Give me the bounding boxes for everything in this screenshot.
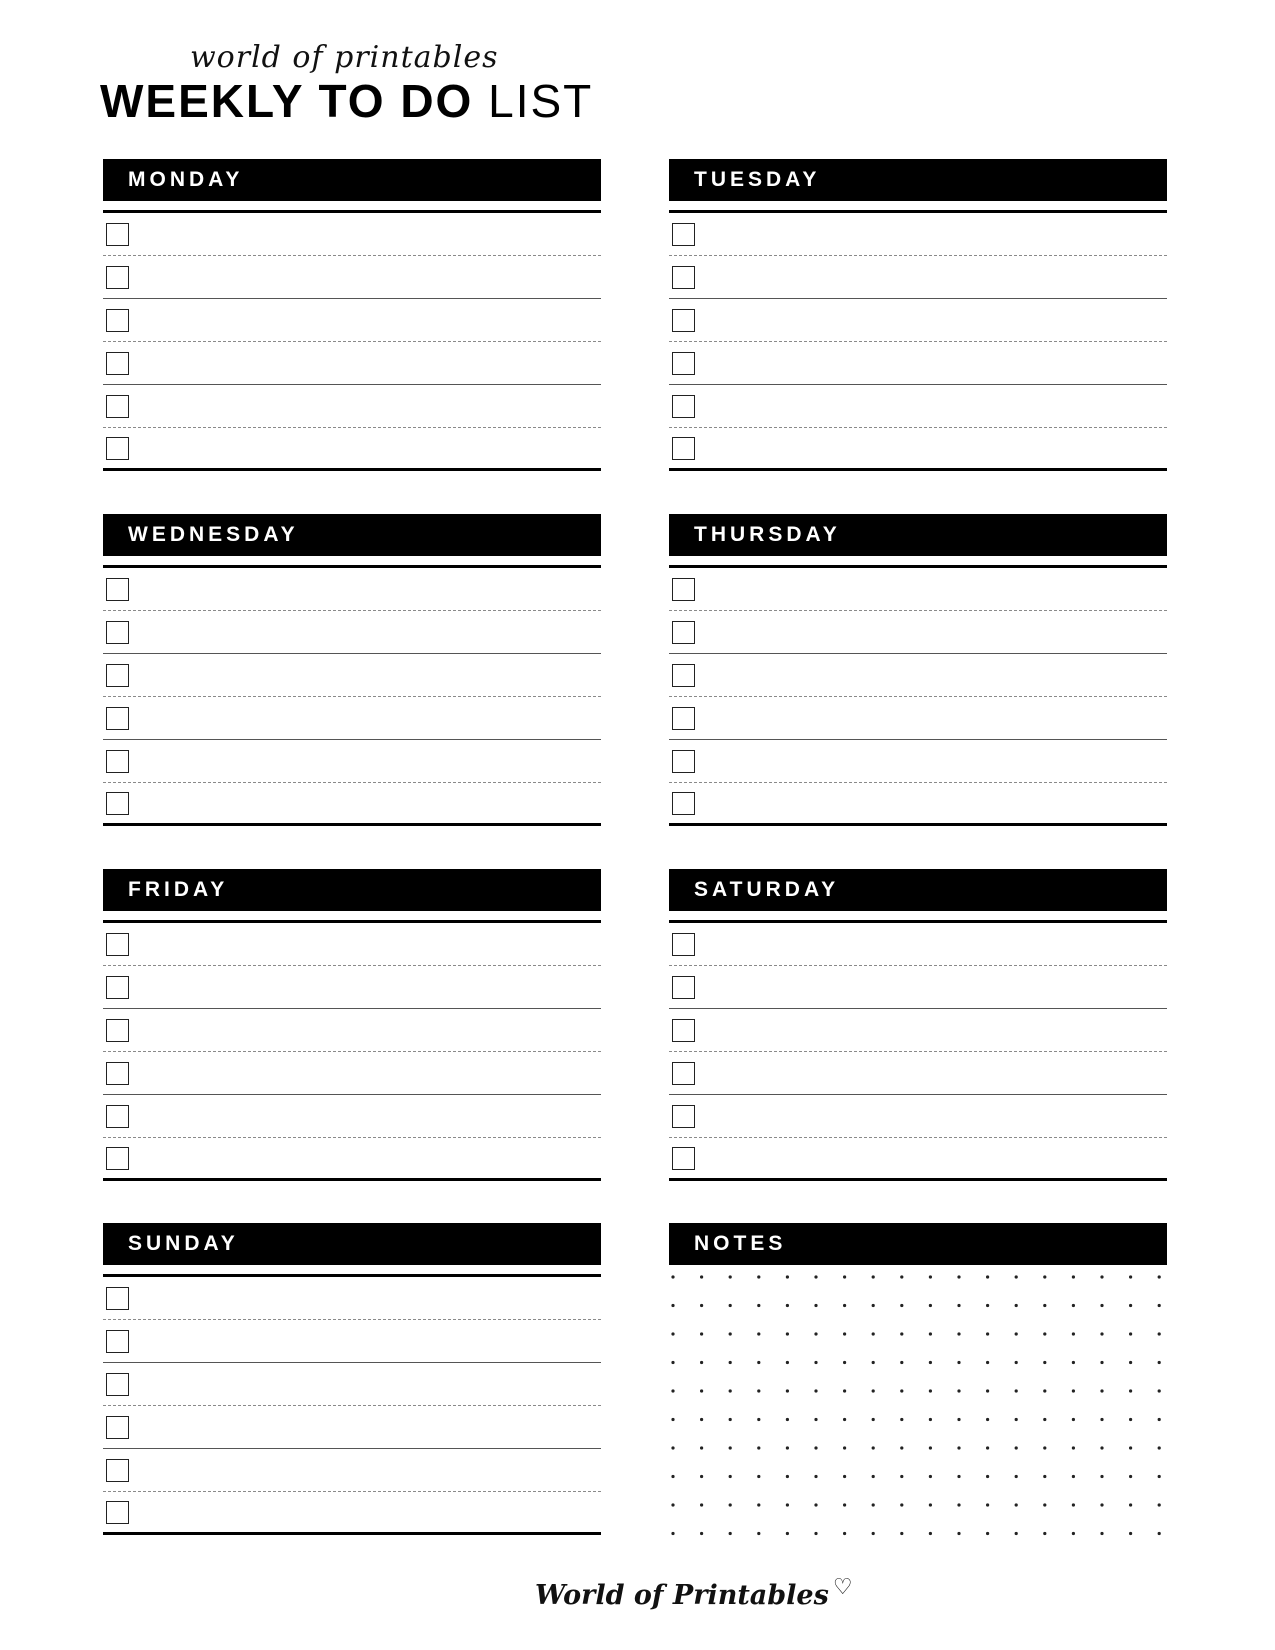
grid-dot bbox=[1015, 1446, 1018, 1449]
grid-dot bbox=[1072, 1361, 1075, 1364]
task-checkbox[interactable] bbox=[106, 1501, 129, 1524]
grid-dot bbox=[1015, 1361, 1018, 1364]
grid-dot bbox=[814, 1503, 817, 1506]
grid-dot bbox=[929, 1361, 932, 1364]
task-list bbox=[103, 1277, 601, 1535]
task-checkbox[interactable] bbox=[106, 1459, 129, 1482]
grid-dot bbox=[1043, 1446, 1046, 1449]
grid-dot bbox=[929, 1275, 932, 1278]
grid-dot bbox=[900, 1332, 903, 1335]
task-row[interactable] bbox=[669, 654, 1167, 697]
day-section-wednesday bbox=[103, 514, 601, 826]
task-checkbox[interactable] bbox=[106, 1019, 129, 1042]
task-row[interactable] bbox=[103, 1363, 601, 1406]
grid-dot bbox=[1100, 1361, 1103, 1364]
grid-dot bbox=[671, 1389, 674, 1392]
footer-brand bbox=[535, 1575, 853, 1611]
task-checkbox[interactable] bbox=[106, 1105, 129, 1128]
task-row[interactable] bbox=[669, 783, 1167, 826]
grid-dot bbox=[1072, 1503, 1075, 1506]
grid-dot bbox=[843, 1275, 846, 1278]
grid-dot bbox=[786, 1418, 789, 1421]
grid-dot bbox=[671, 1275, 674, 1278]
day-header-thursday: THURSDAY bbox=[669, 514, 1167, 556]
grid-dot bbox=[872, 1389, 875, 1392]
grid-dot bbox=[814, 1361, 817, 1364]
grid-dot bbox=[843, 1532, 846, 1535]
task-checkbox[interactable] bbox=[106, 266, 129, 289]
grid-dot bbox=[1043, 1275, 1046, 1278]
grid-dot bbox=[957, 1332, 960, 1335]
grid-dot bbox=[957, 1361, 960, 1364]
task-row[interactable] bbox=[669, 213, 1167, 256]
grid-dot bbox=[929, 1389, 932, 1392]
grid-dot bbox=[957, 1503, 960, 1506]
grid-dot bbox=[1043, 1361, 1046, 1364]
grid-dot bbox=[900, 1304, 903, 1307]
footer-brand-text: World of Printables bbox=[535, 1580, 829, 1611]
grid-dot bbox=[900, 1446, 903, 1449]
task-checkbox[interactable] bbox=[672, 976, 695, 999]
grid-dot bbox=[1129, 1389, 1132, 1392]
grid-dot bbox=[872, 1446, 875, 1449]
task-list bbox=[669, 568, 1167, 826]
task-row[interactable] bbox=[103, 385, 601, 428]
grid-dot bbox=[843, 1361, 846, 1364]
grid-dot bbox=[929, 1503, 932, 1506]
grid-dot bbox=[1100, 1503, 1103, 1506]
grid-dot bbox=[1072, 1532, 1075, 1535]
grid-dot bbox=[900, 1503, 903, 1506]
grid-dot bbox=[1158, 1532, 1161, 1535]
grid-dot bbox=[729, 1361, 732, 1364]
task-row[interactable] bbox=[103, 342, 601, 385]
task-row[interactable] bbox=[669, 342, 1167, 385]
task-row[interactable] bbox=[103, 697, 601, 740]
task-row[interactable] bbox=[669, 697, 1167, 740]
notes-header: NOTES bbox=[669, 1223, 1167, 1265]
grid-dot bbox=[986, 1389, 989, 1392]
grid-dot bbox=[1158, 1389, 1161, 1392]
grid-dot bbox=[671, 1503, 674, 1506]
grid-dot bbox=[786, 1332, 789, 1335]
day-section-tuesday bbox=[669, 159, 1167, 471]
grid-dot bbox=[1129, 1532, 1132, 1535]
grid-dot bbox=[700, 1418, 703, 1421]
task-list bbox=[669, 213, 1167, 471]
grid-dot bbox=[757, 1389, 760, 1392]
grid-dot bbox=[700, 1389, 703, 1392]
grid-dot bbox=[900, 1475, 903, 1478]
task-row[interactable] bbox=[103, 1095, 601, 1138]
grid-dot bbox=[814, 1275, 817, 1278]
grid-dot bbox=[872, 1475, 875, 1478]
task-row[interactable] bbox=[103, 923, 601, 966]
task-checkbox[interactable] bbox=[672, 578, 695, 601]
task-row[interactable] bbox=[669, 428, 1167, 471]
task-checkbox[interactable] bbox=[672, 1105, 695, 1128]
task-row[interactable] bbox=[669, 1052, 1167, 1095]
grid-dot bbox=[843, 1446, 846, 1449]
grid-dot bbox=[1043, 1418, 1046, 1421]
task-checkbox[interactable] bbox=[106, 437, 129, 460]
task-list bbox=[669, 923, 1167, 1181]
grid-dot bbox=[843, 1332, 846, 1335]
grid-dot bbox=[786, 1446, 789, 1449]
grid-dot bbox=[786, 1532, 789, 1535]
task-checkbox[interactable] bbox=[672, 664, 695, 687]
page-title-bold: WEEKLY TO DO bbox=[100, 75, 474, 127]
task-checkbox[interactable] bbox=[106, 1062, 129, 1085]
grid-dot bbox=[729, 1332, 732, 1335]
task-list bbox=[103, 923, 601, 1181]
grid-dot bbox=[900, 1389, 903, 1392]
grid-dot bbox=[1158, 1418, 1161, 1421]
grid-dot bbox=[1129, 1446, 1132, 1449]
task-row[interactable] bbox=[103, 299, 601, 342]
grid-dot bbox=[729, 1446, 732, 1449]
task-row[interactable] bbox=[669, 256, 1167, 299]
grid-dot bbox=[872, 1304, 875, 1307]
task-row[interactable] bbox=[103, 1406, 601, 1449]
task-checkbox[interactable] bbox=[106, 1147, 129, 1170]
grid-dot bbox=[729, 1275, 732, 1278]
task-row[interactable] bbox=[669, 1009, 1167, 1052]
grid-dot bbox=[1158, 1304, 1161, 1307]
grid-dot bbox=[671, 1475, 674, 1478]
grid-dot bbox=[757, 1361, 760, 1364]
task-checkbox[interactable] bbox=[672, 395, 695, 418]
grid-dot bbox=[929, 1332, 932, 1335]
task-row[interactable] bbox=[669, 1095, 1167, 1138]
grid-dot bbox=[1043, 1503, 1046, 1506]
grid-dot bbox=[843, 1418, 846, 1421]
day-section-saturday bbox=[669, 869, 1167, 1181]
grid-dot bbox=[872, 1361, 875, 1364]
grid-dot bbox=[1072, 1475, 1075, 1478]
task-row[interactable] bbox=[103, 1492, 601, 1535]
grid-dot bbox=[814, 1332, 817, 1335]
grid-dot bbox=[757, 1275, 760, 1278]
notes-dot-grid[interactable] bbox=[669, 1265, 1167, 1550]
grid-dot bbox=[671, 1361, 674, 1364]
grid-dot bbox=[1158, 1275, 1161, 1278]
grid-dot bbox=[729, 1532, 732, 1535]
grid-dot bbox=[957, 1275, 960, 1278]
page-title bbox=[100, 75, 594, 127]
task-checkbox[interactable] bbox=[672, 750, 695, 773]
grid-dot bbox=[1158, 1475, 1161, 1478]
task-row[interactable] bbox=[103, 1138, 601, 1181]
day-section-thursday bbox=[669, 514, 1167, 826]
grid-dot bbox=[1100, 1332, 1103, 1335]
grid-dot bbox=[929, 1475, 932, 1478]
grid-dot bbox=[1158, 1446, 1161, 1449]
task-checkbox[interactable] bbox=[106, 578, 129, 601]
grid-dot bbox=[786, 1503, 789, 1506]
day-header-sunday: SUNDAY bbox=[103, 1223, 601, 1265]
task-checkbox[interactable] bbox=[672, 1062, 695, 1085]
grid-dot bbox=[1100, 1389, 1103, 1392]
grid-dot bbox=[786, 1361, 789, 1364]
grid-dot bbox=[1072, 1275, 1075, 1278]
grid-dot bbox=[700, 1332, 703, 1335]
grid-dot bbox=[1043, 1389, 1046, 1392]
grid-dot bbox=[872, 1532, 875, 1535]
grid-dot bbox=[986, 1304, 989, 1307]
task-checkbox[interactable] bbox=[672, 437, 695, 460]
grid-dot bbox=[700, 1475, 703, 1478]
grid-dot bbox=[986, 1503, 989, 1506]
task-row[interactable] bbox=[669, 1138, 1167, 1181]
grid-dot bbox=[757, 1332, 760, 1335]
grid-dot bbox=[957, 1446, 960, 1449]
task-checkbox[interactable] bbox=[672, 1019, 695, 1042]
task-checkbox[interactable] bbox=[106, 1373, 129, 1396]
grid-dot bbox=[757, 1304, 760, 1307]
grid-dot bbox=[814, 1389, 817, 1392]
notes-section bbox=[669, 1223, 1167, 1550]
grid-dot bbox=[957, 1389, 960, 1392]
task-row[interactable] bbox=[103, 428, 601, 471]
task-row[interactable] bbox=[103, 568, 601, 611]
task-row[interactable] bbox=[103, 611, 601, 654]
task-checkbox[interactable] bbox=[106, 750, 129, 773]
grid-dot bbox=[1158, 1361, 1161, 1364]
task-checkbox[interactable] bbox=[106, 309, 129, 332]
grid-dot bbox=[700, 1304, 703, 1307]
task-row[interactable] bbox=[103, 654, 601, 697]
task-row[interactable] bbox=[103, 1277, 601, 1320]
day-header-friday: FRIDAY bbox=[103, 869, 601, 911]
day-section-friday bbox=[103, 869, 601, 1181]
grid-dot bbox=[1100, 1304, 1103, 1307]
grid-dot bbox=[814, 1418, 817, 1421]
page-title-light: LIST bbox=[488, 75, 594, 127]
grid-dot bbox=[1043, 1475, 1046, 1478]
task-checkbox[interactable] bbox=[106, 792, 129, 815]
task-checkbox[interactable] bbox=[106, 1330, 129, 1353]
grid-dot bbox=[729, 1304, 732, 1307]
grid-dot bbox=[757, 1446, 760, 1449]
grid-dot bbox=[986, 1361, 989, 1364]
task-checkbox[interactable] bbox=[672, 707, 695, 730]
grid-dot bbox=[671, 1446, 674, 1449]
grid-dot bbox=[1015, 1418, 1018, 1421]
task-checkbox[interactable] bbox=[672, 1147, 695, 1170]
grid-dot bbox=[729, 1418, 732, 1421]
grid-dot bbox=[986, 1475, 989, 1478]
task-row[interactable] bbox=[669, 740, 1167, 783]
grid-dot bbox=[872, 1275, 875, 1278]
task-list bbox=[103, 568, 601, 826]
grid-dot bbox=[757, 1475, 760, 1478]
grid-dot bbox=[671, 1332, 674, 1335]
grid-dot bbox=[872, 1332, 875, 1335]
task-row[interactable] bbox=[103, 740, 601, 783]
grid-dot bbox=[929, 1446, 932, 1449]
task-checkbox[interactable] bbox=[106, 976, 129, 999]
task-row[interactable] bbox=[669, 923, 1167, 966]
grid-dot bbox=[1043, 1532, 1046, 1535]
grid-dot bbox=[1015, 1532, 1018, 1535]
grid-dot bbox=[757, 1418, 760, 1421]
grid-dot bbox=[1129, 1418, 1132, 1421]
grid-dot bbox=[786, 1389, 789, 1392]
grid-dot bbox=[729, 1475, 732, 1478]
grid-dot bbox=[1129, 1304, 1132, 1307]
task-checkbox[interactable] bbox=[106, 223, 129, 246]
task-checkbox[interactable] bbox=[672, 309, 695, 332]
grid-dot bbox=[786, 1475, 789, 1478]
grid-dot bbox=[814, 1304, 817, 1307]
grid-dot bbox=[1043, 1304, 1046, 1307]
task-checkbox[interactable] bbox=[106, 395, 129, 418]
grid-dot bbox=[729, 1389, 732, 1392]
day-header-monday: MONDAY bbox=[103, 159, 601, 201]
grid-dot bbox=[957, 1304, 960, 1307]
task-row[interactable] bbox=[103, 1320, 601, 1363]
grid-dot bbox=[700, 1275, 703, 1278]
task-row[interactable] bbox=[103, 1449, 601, 1492]
grid-dot bbox=[700, 1446, 703, 1449]
grid-dot bbox=[1129, 1475, 1132, 1478]
grid-dot bbox=[1043, 1332, 1046, 1335]
brand-script: world of printables bbox=[190, 40, 499, 75]
task-checkbox[interactable] bbox=[672, 352, 695, 375]
grid-dot bbox=[986, 1418, 989, 1421]
grid-dot bbox=[1100, 1475, 1103, 1478]
grid-dot bbox=[986, 1532, 989, 1535]
grid-dot bbox=[900, 1275, 903, 1278]
grid-dot bbox=[843, 1304, 846, 1307]
grid-dot bbox=[729, 1503, 732, 1506]
grid-dot bbox=[757, 1503, 760, 1506]
grid-dot bbox=[814, 1446, 817, 1449]
grid-dot bbox=[900, 1361, 903, 1364]
task-row[interactable] bbox=[103, 966, 601, 1009]
heart-outline-icon: ♡ bbox=[832, 1575, 853, 1600]
grid-dot bbox=[1072, 1332, 1075, 1335]
task-checkbox[interactable] bbox=[106, 1287, 129, 1310]
grid-dot bbox=[700, 1532, 703, 1535]
task-checkbox[interactable] bbox=[106, 664, 129, 687]
grid-dot bbox=[1015, 1304, 1018, 1307]
grid-dot bbox=[1072, 1389, 1075, 1392]
grid-dot bbox=[957, 1475, 960, 1478]
task-checkbox[interactable] bbox=[672, 621, 695, 644]
task-checkbox[interactable] bbox=[106, 352, 129, 375]
grid-dot bbox=[700, 1503, 703, 1506]
grid-dot bbox=[1015, 1275, 1018, 1278]
grid-dot bbox=[786, 1275, 789, 1278]
dot-grid-canvas bbox=[669, 1265, 1167, 1550]
task-row[interactable] bbox=[103, 256, 601, 299]
grid-dot bbox=[1072, 1446, 1075, 1449]
task-list bbox=[103, 213, 601, 471]
task-checkbox[interactable] bbox=[106, 707, 129, 730]
grid-dot bbox=[843, 1475, 846, 1478]
grid-dot bbox=[1129, 1503, 1132, 1506]
task-checkbox[interactable] bbox=[106, 1416, 129, 1439]
grid-dot bbox=[1100, 1418, 1103, 1421]
grid-dot bbox=[671, 1418, 674, 1421]
grid-dot bbox=[986, 1275, 989, 1278]
grid-dot bbox=[929, 1304, 932, 1307]
day-header-wednesday: WEDNESDAY bbox=[103, 514, 601, 556]
task-row[interactable] bbox=[669, 966, 1167, 1009]
grid-dot bbox=[1100, 1275, 1103, 1278]
task-row[interactable] bbox=[669, 568, 1167, 611]
grid-dot bbox=[1129, 1361, 1132, 1364]
task-checkbox[interactable] bbox=[106, 933, 129, 956]
task-row[interactable] bbox=[669, 385, 1167, 428]
task-row[interactable] bbox=[669, 611, 1167, 654]
grid-dot bbox=[1158, 1503, 1161, 1506]
grid-dot bbox=[671, 1304, 674, 1307]
grid-dot bbox=[1015, 1332, 1018, 1335]
grid-dot bbox=[814, 1532, 817, 1535]
grid-dot bbox=[929, 1418, 932, 1421]
grid-dot bbox=[1129, 1332, 1132, 1335]
grid-dot bbox=[986, 1332, 989, 1335]
grid-dot bbox=[872, 1418, 875, 1421]
grid-dot bbox=[786, 1304, 789, 1307]
task-row[interactable] bbox=[669, 299, 1167, 342]
grid-dot bbox=[1129, 1275, 1132, 1278]
task-row[interactable] bbox=[103, 783, 601, 826]
grid-dot bbox=[900, 1418, 903, 1421]
grid-dot bbox=[843, 1503, 846, 1506]
grid-dot bbox=[1015, 1389, 1018, 1392]
day-section-sunday bbox=[103, 1223, 601, 1535]
grid-dot bbox=[957, 1418, 960, 1421]
task-checkbox[interactable] bbox=[106, 621, 129, 644]
grid-dot bbox=[1100, 1532, 1103, 1535]
task-checkbox[interactable] bbox=[672, 266, 695, 289]
grid-dot bbox=[1015, 1503, 1018, 1506]
grid-dot bbox=[872, 1503, 875, 1506]
task-checkbox[interactable] bbox=[672, 933, 695, 956]
grid-dot bbox=[1072, 1304, 1075, 1307]
grid-dot bbox=[814, 1475, 817, 1478]
grid-dot bbox=[757, 1532, 760, 1535]
grid-dot bbox=[1015, 1475, 1018, 1478]
task-row[interactable] bbox=[103, 213, 601, 256]
grid-dot bbox=[957, 1532, 960, 1535]
task-row[interactable] bbox=[103, 1009, 601, 1052]
day-header-saturday: SATURDAY bbox=[669, 869, 1167, 911]
grid-dot bbox=[700, 1361, 703, 1364]
task-row[interactable] bbox=[103, 1052, 601, 1095]
day-header-tuesday: TUESDAY bbox=[669, 159, 1167, 201]
grid-dot bbox=[986, 1446, 989, 1449]
grid-dot bbox=[671, 1532, 674, 1535]
task-checkbox[interactable] bbox=[672, 792, 695, 815]
grid-dot bbox=[900, 1532, 903, 1535]
day-section-monday bbox=[103, 159, 601, 471]
grid-dot bbox=[1100, 1446, 1103, 1449]
grid-dot bbox=[1072, 1418, 1075, 1421]
grid-dot bbox=[843, 1389, 846, 1392]
grid-dot bbox=[1158, 1332, 1161, 1335]
task-checkbox[interactable] bbox=[672, 223, 695, 246]
grid-dot bbox=[929, 1532, 932, 1535]
